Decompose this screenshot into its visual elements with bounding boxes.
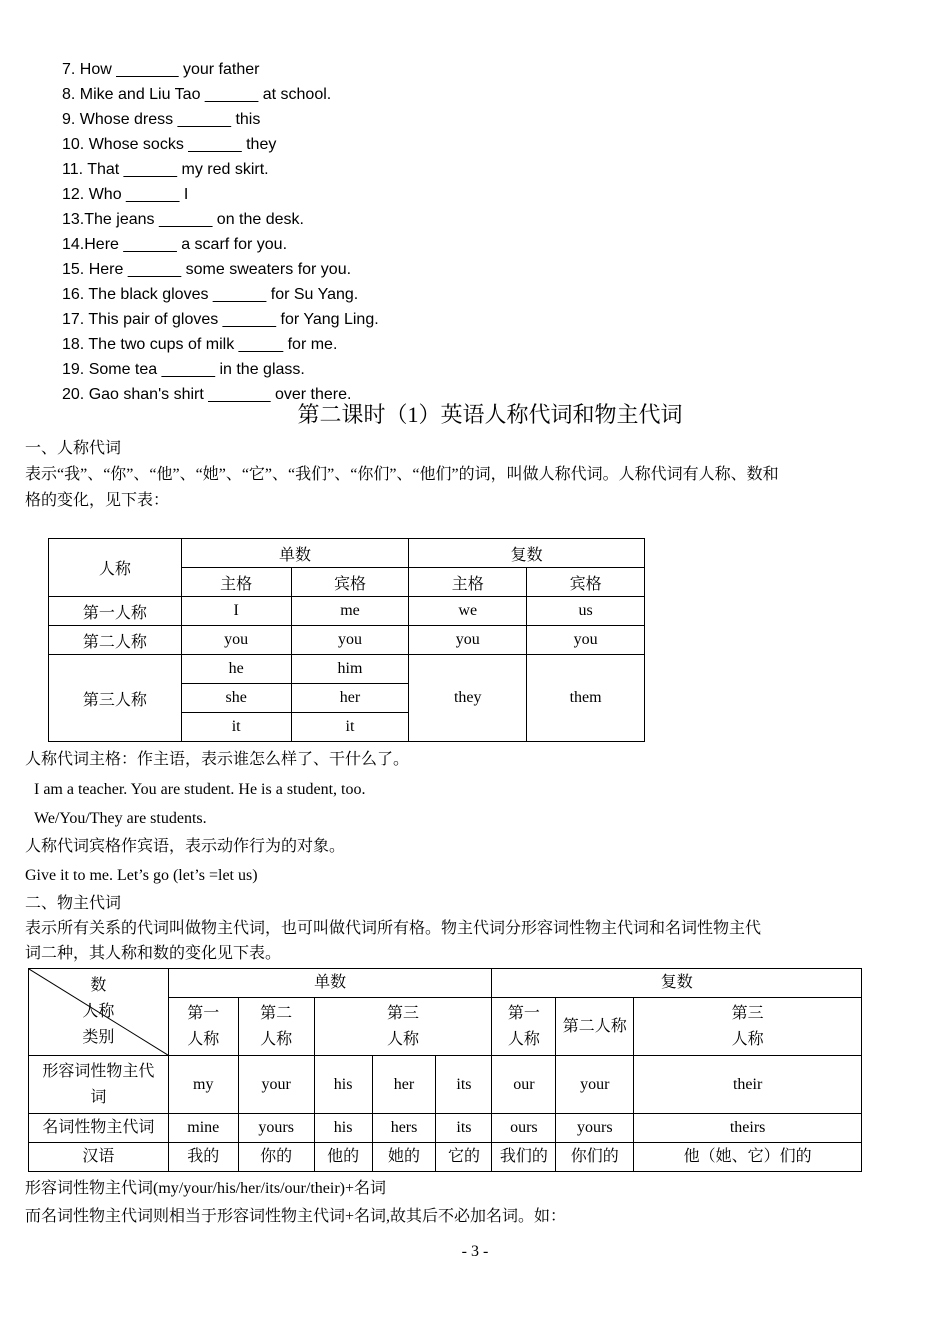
cell: his	[314, 1114, 372, 1143]
exercise-item: 10. Whose socks ______ they	[62, 136, 277, 153]
cell: mine	[168, 1114, 238, 1143]
subheader-object: 宾格	[291, 568, 409, 597]
possessive-pronoun-table	[28, 968, 862, 1172]
cell: her	[372, 1056, 436, 1114]
exercise-item: 12. Who ______ I	[62, 186, 189, 203]
exercise-item: 19. Some tea ______ in the glass.	[62, 361, 305, 378]
cell: your	[238, 1056, 314, 1114]
footer-note-line1: 形容词性物主代词(my/your/his/her/its/our/their)+名词	[25, 1180, 386, 1197]
cell: my	[168, 1056, 238, 1114]
exercise-item: 9. Whose dress ______ this	[62, 111, 261, 128]
exercise-list	[62, 57, 379, 407]
personal-pronoun-table	[48, 538, 645, 742]
exercise-item: 17. This pair of gloves ______ for Yang Ling.	[62, 311, 379, 328]
cell: yours	[556, 1114, 634, 1143]
cell: we	[409, 597, 527, 626]
cell: it	[291, 713, 409, 742]
header-first-person: 第一 人称	[168, 998, 238, 1056]
cell: you	[181, 626, 291, 655]
corner-category: 类别	[82, 1029, 115, 1046]
example-sentence: Give it to me. Let’s go (let’s =let us)	[25, 867, 258, 884]
header-plural-third-person: 第三 人称	[634, 998, 862, 1056]
object-case-note: 人称代词宾格作宾语，表示动作行为的对象。	[25, 838, 346, 855]
cell: them	[527, 655, 645, 742]
cell: their	[634, 1056, 862, 1114]
cell: he	[181, 655, 291, 684]
cell: 它的	[436, 1143, 492, 1172]
cell: hers	[372, 1114, 436, 1143]
cell: me	[291, 597, 409, 626]
cell: ours	[492, 1114, 556, 1143]
exercise-item: 8. Mike and Liu Tao ______ at school.	[62, 86, 332, 103]
section2-intro-line1: 表示所有关系的代词叫做物主代词，也可叫做代词所有格。物主代词分形容词性物主代词和名词性物主代	[25, 920, 762, 937]
section1-intro-line2: 格的变化，见下表：	[25, 492, 170, 509]
cell: 她的	[372, 1143, 436, 1172]
section1-intro-line1: 表示“我”、“你”、“他”、“她”、“它”、“我们”、“你们”、“他们”的词，叫做人称代词。人称代词有人称、数和	[25, 466, 779, 483]
exercise-item: 11. That ______ my red skirt.	[62, 161, 269, 178]
corner-header-cell	[29, 969, 169, 1056]
cell: 我的	[168, 1143, 238, 1172]
cell: our	[492, 1056, 556, 1114]
section1-heading: 一、人称代词	[25, 440, 122, 457]
exercise-item: 13.The jeans ______ on the desk.	[62, 211, 304, 228]
cell: yours	[238, 1114, 314, 1143]
cell: her	[291, 684, 409, 713]
cell: 他（她、它）们的	[634, 1143, 862, 1172]
cell: you	[291, 626, 409, 655]
header-third-person: 第三 人称	[314, 998, 492, 1056]
row-label-adjective: 形容词性物主代词	[29, 1056, 169, 1114]
exercise-item: 14.Here ______ a scarf for you.	[62, 236, 288, 253]
cell: it	[181, 713, 291, 742]
header-plural: 复数	[492, 969, 862, 998]
cell: they	[409, 655, 527, 742]
page-number: - 3 -	[461, 1243, 489, 1260]
cell: I	[181, 597, 291, 626]
exercise-item: 15. Here ______ some sweaters for you.	[62, 261, 352, 278]
cell: him	[291, 655, 409, 684]
cell: 我们的	[492, 1143, 556, 1172]
cell: you	[409, 626, 527, 655]
header-second-person: 第二 人称	[238, 998, 314, 1056]
subheader-object: 宾格	[527, 568, 645, 597]
cell: she	[181, 684, 291, 713]
cell: 你的	[238, 1143, 314, 1172]
cell: its	[436, 1056, 492, 1114]
cell: 他的	[314, 1143, 372, 1172]
section2-heading: 二、物主代词	[25, 895, 122, 912]
corner-person: 人称	[82, 1003, 115, 1020]
cell: 你们的	[556, 1143, 634, 1172]
subheader-subject: 主格	[181, 568, 291, 597]
subject-case-note: 人称代词主格：作主语，表示谁怎么样了、干什么了。	[25, 751, 410, 768]
lesson-title: 第二课时（1）英语人称代词和物主代词	[297, 402, 683, 427]
exercise-item: 7. How _______ your father	[62, 61, 260, 78]
row-label-chinese: 汉语	[29, 1143, 169, 1172]
header-person: 人称	[49, 539, 182, 597]
exercise-item: 16. The black gloves ______ for Su Yang.	[62, 286, 359, 303]
exercise-item: 18. The two cups of milk _____ for me.	[62, 336, 338, 353]
cell: your	[556, 1056, 634, 1114]
cell: its	[436, 1114, 492, 1143]
cell: his	[314, 1056, 372, 1114]
header-plural-second-person: 第二人称	[556, 998, 634, 1056]
cell: you	[527, 626, 645, 655]
row-label-second-person: 第二人称	[49, 626, 182, 655]
section2-intro-line2: 词二种，其人称和数的变化见下表。	[25, 945, 282, 962]
row-label-first-person: 第一人称	[49, 597, 182, 626]
cell: us	[527, 597, 645, 626]
example-sentence: I am a teacher. You are student. He is a student, too.	[34, 781, 366, 798]
corner-number: 数	[90, 977, 107, 994]
row-label-third-person: 第三人称	[49, 655, 182, 742]
header-plural: 复数	[409, 539, 645, 568]
header-singular: 单数	[181, 539, 409, 568]
row-label-noun: 名词性物主代词	[29, 1114, 169, 1143]
exercise-item: 20. Gao shan's shirt _______ over there.	[62, 386, 352, 403]
example-sentence: We/You/They are students.	[34, 810, 207, 827]
header-plural-first-person: 第一 人称	[492, 998, 556, 1056]
header-singular: 单数	[168, 969, 492, 998]
cell: theirs	[634, 1114, 862, 1143]
subheader-subject: 主格	[409, 568, 527, 597]
footer-note-line2: 而名词性物主代词则相当于形容词性物主代词+名词,故其后不必加名词。如：	[25, 1208, 567, 1225]
